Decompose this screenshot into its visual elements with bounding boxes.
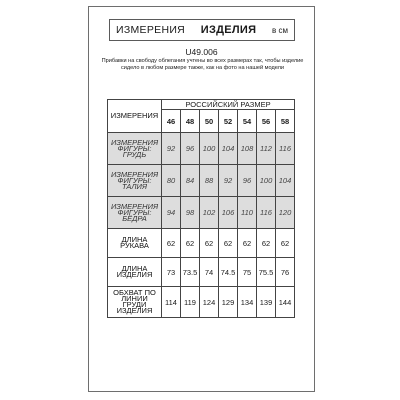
table-cell: 62 bbox=[238, 229, 257, 258]
table-row bbox=[108, 229, 295, 258]
table-cell: 88 bbox=[200, 165, 219, 197]
size-header-cell: 48 bbox=[181, 110, 200, 133]
table-cell: 75.5 bbox=[257, 258, 276, 287]
size-header-cell: 58 bbox=[276, 110, 295, 133]
row-label: ОБХВАТ ПО ЛИНИИ ГРУДИ ИЗДЕЛИЯ bbox=[108, 287, 162, 318]
row-label: ДЛИНА ИЗДЕЛИЯ bbox=[108, 258, 162, 287]
table-row bbox=[108, 287, 295, 318]
table-cell: 100 bbox=[257, 165, 276, 197]
table-cell: 102 bbox=[200, 197, 219, 229]
table-row bbox=[108, 258, 295, 287]
table-cell: 100 bbox=[200, 133, 219, 165]
header-title-bold: ИЗДЕЛИЯ bbox=[200, 24, 257, 36]
size-chart-header bbox=[109, 19, 295, 41]
table-cell: 129 bbox=[219, 287, 238, 318]
table-cell: 73 bbox=[162, 258, 181, 287]
table-cell: 62 bbox=[257, 229, 276, 258]
table-cell: 74 bbox=[200, 258, 219, 287]
table-cell: 62 bbox=[276, 229, 295, 258]
table-cell: 116 bbox=[276, 133, 295, 165]
table-cell: 104 bbox=[276, 165, 295, 197]
size-header-cell: 50 bbox=[200, 110, 219, 133]
table-cell: 112 bbox=[257, 133, 276, 165]
size-header-cell: 56 bbox=[257, 110, 276, 133]
table-cell: 74.5 bbox=[219, 258, 238, 287]
row-label: ИЗМЕРЕНИЯ ФИГУРЫ: ГРУДЬ bbox=[108, 133, 162, 165]
table-cell: 144 bbox=[276, 287, 295, 318]
table-cell: 124 bbox=[200, 287, 219, 318]
table-cell: 96 bbox=[181, 133, 200, 165]
table-cell: 62 bbox=[200, 229, 219, 258]
table-cell: 108 bbox=[238, 133, 257, 165]
header-unit: в см bbox=[272, 25, 288, 35]
table-cell: 116 bbox=[257, 197, 276, 229]
table-cell: 84 bbox=[181, 165, 200, 197]
table-cell: 73.5 bbox=[181, 258, 200, 287]
table-cell: 62 bbox=[162, 229, 181, 258]
table-row bbox=[108, 197, 295, 229]
table-cell: 62 bbox=[181, 229, 200, 258]
table-cell: 114 bbox=[162, 287, 181, 318]
size-header-cell: 46 bbox=[162, 110, 181, 133]
row-label: ИЗМЕРЕНИЯ ФИГУРЫ: БЁДРА bbox=[108, 197, 162, 229]
table-cell: 75 bbox=[238, 258, 257, 287]
table-cell: 106 bbox=[219, 197, 238, 229]
row-label: ДЛИНА РУКАВА bbox=[108, 229, 162, 258]
table-cell: 92 bbox=[162, 133, 181, 165]
group-header: РОССИЙСКИЙ РАЗМЕР bbox=[162, 100, 295, 110]
row-label: ИЗМЕРЕНИЯ ФИГУРЫ: ТАЛИЯ bbox=[108, 165, 162, 197]
size-header-cell: 52 bbox=[219, 110, 238, 133]
table-cell: 139 bbox=[257, 287, 276, 318]
corner-label: ИЗМЕРЕНИЯ bbox=[108, 100, 162, 133]
size-header-cell: 54 bbox=[238, 110, 257, 133]
article-number: U49.006 bbox=[185, 47, 218, 57]
table-cell: 110 bbox=[238, 197, 257, 229]
table-cell: 98 bbox=[181, 197, 200, 229]
size-chart-sheet bbox=[88, 6, 315, 392]
table-cell: 96 bbox=[238, 165, 257, 197]
table-row bbox=[108, 133, 295, 165]
table-cell: 94 bbox=[162, 197, 181, 229]
table-cell: 134 bbox=[238, 287, 257, 318]
table-cell: 62 bbox=[219, 229, 238, 258]
table-row bbox=[108, 165, 295, 197]
table-cell: 92 bbox=[219, 165, 238, 197]
table-cell: 120 bbox=[276, 197, 295, 229]
table-cell: 80 bbox=[162, 165, 181, 197]
table-cell: 76 bbox=[276, 258, 295, 287]
table-cell: 119 bbox=[181, 287, 200, 318]
size-table bbox=[107, 99, 295, 318]
table-cell: 104 bbox=[219, 133, 238, 165]
header-title-left: ИЗМЕРЕНИЯ bbox=[116, 24, 186, 36]
fit-note: Прибавки на свободу облегания учтены во всех размерах так, чтобы изделие сидело в любом размере также, как на фото на нашей модели bbox=[101, 58, 304, 71]
